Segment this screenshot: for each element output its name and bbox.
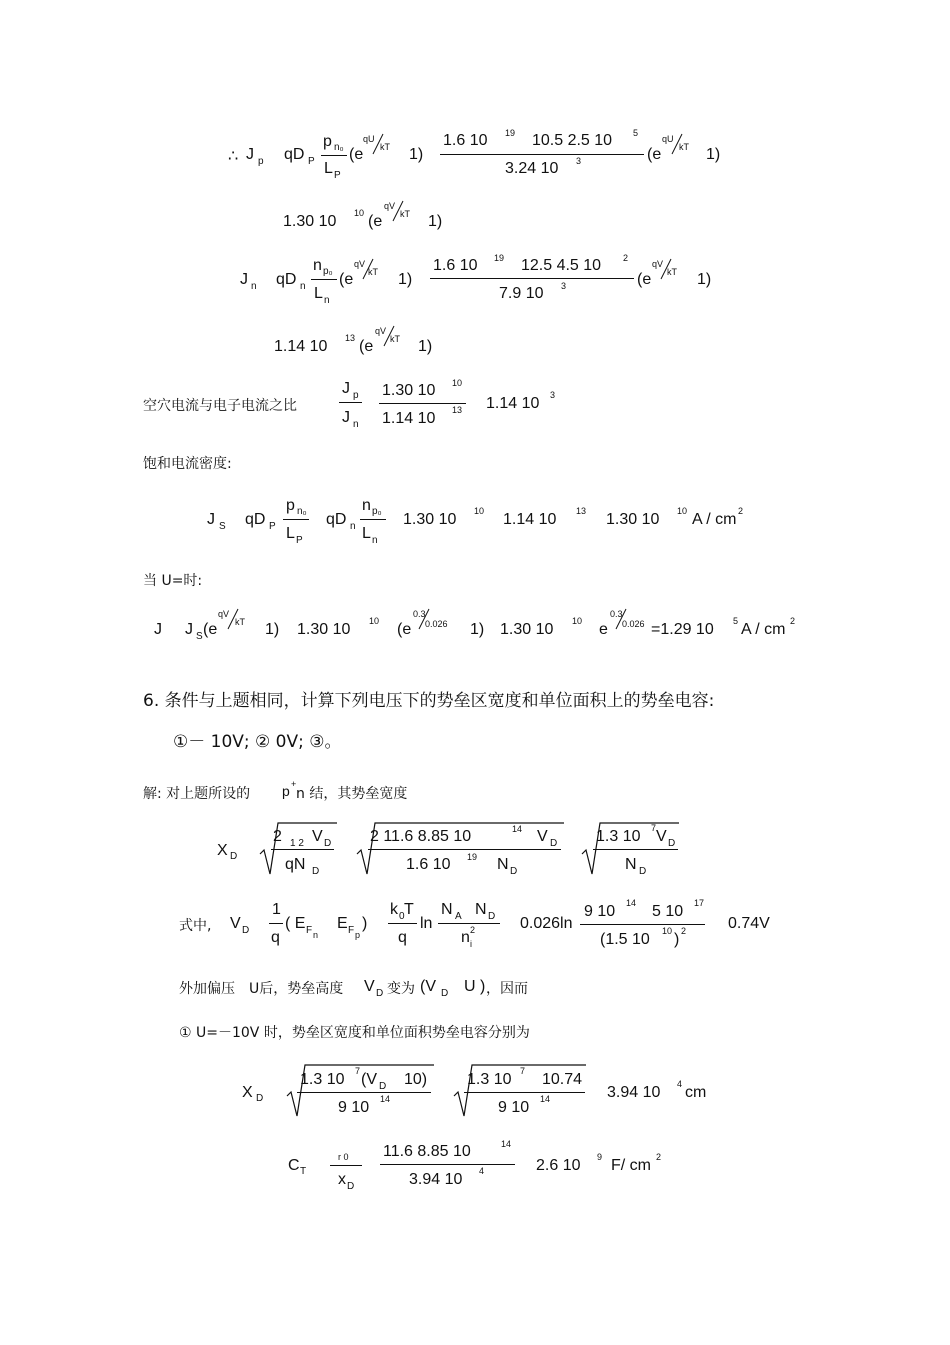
- slash-icon: [227, 608, 239, 630]
- slash-icon: [383, 325, 395, 347]
- slash-icon: [392, 200, 404, 222]
- saturation-label: 饱和电流密度:: [143, 456, 232, 472]
- slash-icon: [660, 258, 672, 280]
- page: ∴ J p qD P p n₀ L P (e qU kT 1) 1.6 10 19 10.5 2.5 10 5 3.24 10 3 (e qU kT 1) 1.30 10 10 (e qV kT 1) J n qD n n p₀ L n (e qV kT 1) 1.6 10 19 12.5 4.5 10 2 7.9 10 3 (e qV kT 1) 1.14 10 13 (e qV kT 1) 空穴电流与电子电流之比 J p J n 1.30 10 10 1.14 10 13 1.14 10 3 饱和电流密度: J S qD P p n₀ L P qD n n p₀ L n 1.30 10 10 1.14 10 13 1.30 10 10 A / cm 2 当 U=时: J J S (e qV kT 1) 1.30 10 10 (e 0.3 0.026 1) 1.30 10 10 e 0.3 0.026 =1.29 10 5 A / cm 2 6. 条件与上题相同，计算下列电压下的势垒区宽度和单位面积上的势垒电容: ①－ 10V; ② 0V; ③。 解: 对上题所设的 p + n 结，其势垒宽度 X D 2 1 2 V D qN D 2 11.6 8.85 10 14 V D 1.6 10 19 N D 1.3 10 7 V D N D 式中, V D 1 q ( E F n E F p ) k 0 T q ln N A N D n i 2 0.026ln 9 10 14 5 10 17 (1.5 10 10 ) 2 0.74V 外加偏压 U后，势垒高度 V D 变为 (V D U ) ，因而 ① U=－10V 时，势垒区宽度和单位面积势垒电容分别为 X D 1.3 10 7 (V D 10) 9 10 14 1.3 10 7 10.74 9 10 14 3.94 10 4 cm C T r 0 x D 11.6 8.85 10 14 3.94 10 4 2.6 10 9 F/ cm 2: [0, 0, 950, 1345]
- slash-icon: [671, 133, 683, 155]
- slash-icon: [615, 608, 627, 630]
- problem-6-cases: ①－ 10V; ② 0V; ③。: [173, 732, 342, 752]
- slash-icon: [418, 608, 430, 630]
- problem-6-statement: 6. 条件与上题相同，计算下列电压下的势垒区宽度和单位面积上的势垒电容:: [143, 691, 715, 711]
- case-1-text: ① U=－10V 时，势垒区宽度和单位面积势垒电容分别为: [179, 1025, 530, 1041]
- slash-icon: [362, 258, 374, 280]
- slash-icon: [372, 133, 384, 155]
- therefore-symbol: ∴: [228, 148, 239, 165]
- when-label: 当 U=时:: [143, 573, 203, 589]
